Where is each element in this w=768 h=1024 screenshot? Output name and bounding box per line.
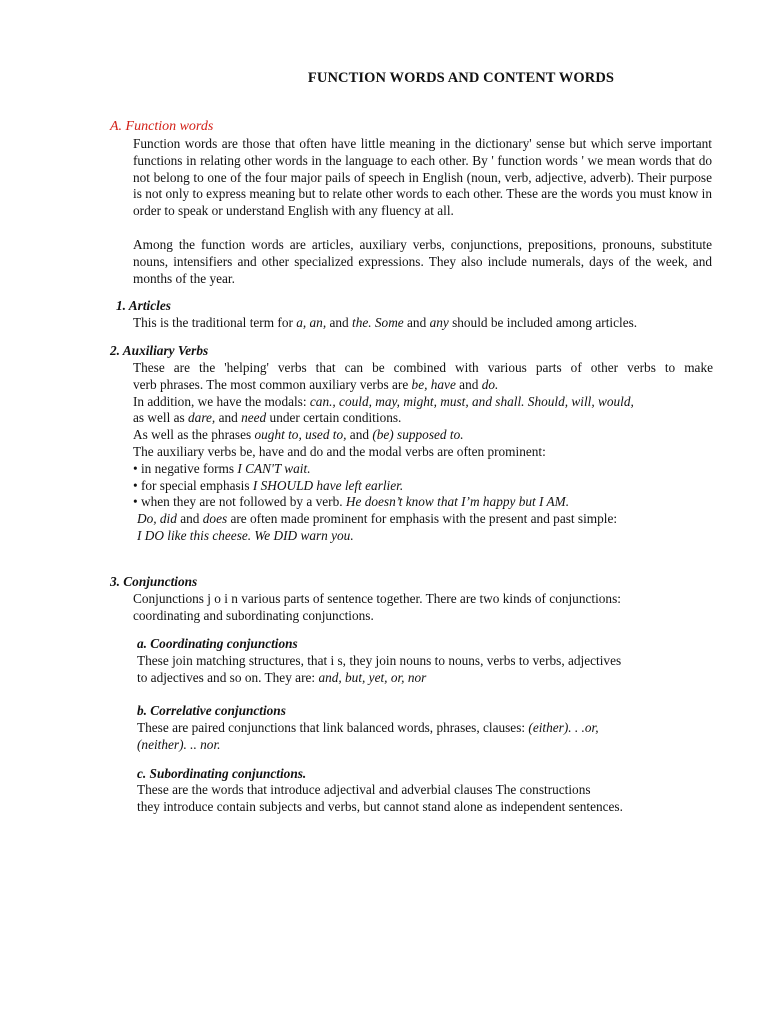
aux-line-10: Do, did and does are often made prominent for emphasis with the present and past simple: — [137, 511, 618, 527]
articles-heading: 1. Articles — [116, 298, 171, 313]
aux-line-1: These are the 'helping' verbs that can be combined with various parts of other verbs to make — [133, 360, 713, 375]
aux-line-6: The auxiliary verbs be, have and do and the modal verbs are often prominent: — [133, 443, 546, 459]
section-a-paragraph-2: Among the function words are articles, auxiliary verbs, conjunctions, prepositions, pronouns, substitute nouns, intensifiers and other specialized expressions. They also include numerals, days of the week, and months of the year. — [133, 237, 712, 286]
section-a-paragraph-1: Function words are those that often have little meaning in the dictionary' sense but which serve important functions in relating other words in the language to each other. By ' function words ' we mean words that do not belong to one of the four major pails of speech in English (noun, verb, adjective, adverb). Their purpose is not only to express meaning but to relate other words to each other. These are the words you must know in order to speak or understand English with any fluency at all. — [133, 136, 712, 219]
corr-line-1: These are paired conjunctions that link balanced words, phrases, clauses: (either). . .or, — [137, 720, 599, 735]
coordinating-heading: a. Coordinating conjunctions — [137, 636, 298, 651]
coordinating-body — [137, 653, 711, 687]
aux-line-5: As well as the phrases ought to, used to, and (be) supposed to. — [133, 427, 464, 443]
aux-line-11: I DO like this cheese. We DID warn you. — [137, 527, 354, 543]
sub-line-2: they introduce contain subjects and verbs, but cannot stand alone as independent sentences. — [137, 798, 623, 814]
section-a-heading: A. Function words — [110, 119, 214, 134]
aux-bullet-1: • in negative forms I CAN'T wait. — [133, 460, 311, 476]
sub-line-1: These are the words that introduce adjectival and adverbial clauses The constructions — [137, 782, 591, 797]
articles-text: This is the traditional term for a, an, and the. Some and any should be included among articles. — [133, 315, 638, 330]
subordinating-heading: c. Subordinating conjunctions. — [137, 766, 307, 781]
correlative-body — [137, 720, 711, 754]
coord-line-2: to adjectives and so on. They are: and, but, yet, or, nor — [137, 669, 427, 685]
aux-line-3: In addition, we have the modals: can., could, may, might, must, and shall. Should, will, would, — [133, 393, 634, 409]
aux-bullet-2: • for special emphasis I SHOULD have left earlier. — [133, 477, 404, 493]
auxiliary-verbs-body — [133, 360, 713, 545]
correlative-heading: b. Correlative conjunctions — [137, 703, 286, 718]
conj-line-2: coordinating and subordinating conjunctions. — [133, 607, 374, 623]
corr-line-2: (neither). .. nor. — [137, 736, 221, 752]
aux-bullet-3: • when they are not followed by a verb. He doesn’t know that I’m happy but I AM. — [133, 494, 570, 510]
subordinating-body — [137, 782, 711, 816]
page-title: FUNCTION WORDS AND CONTENT WORDS — [307, 70, 615, 86]
coord-line-1: These join matching structures, that i s, they join nouns to nouns, verbs to verbs, adjectives — [137, 653, 622, 668]
auxiliary-verbs-heading: 2. Auxiliary Verbs — [110, 343, 209, 358]
aux-line-2: verb phrases. The most common auxiliary verbs are be, have and do. — [133, 376, 499, 392]
conj-line-1: Conjunctions j o i n various parts of sentence together. There are two kinds of conjunctions: — [133, 591, 621, 606]
conjunctions-intro — [133, 591, 621, 625]
aux-line-4: as well as dare, and need under certain conditions. — [133, 410, 402, 426]
conjunctions-heading: 3. Conjunctions — [110, 574, 198, 589]
